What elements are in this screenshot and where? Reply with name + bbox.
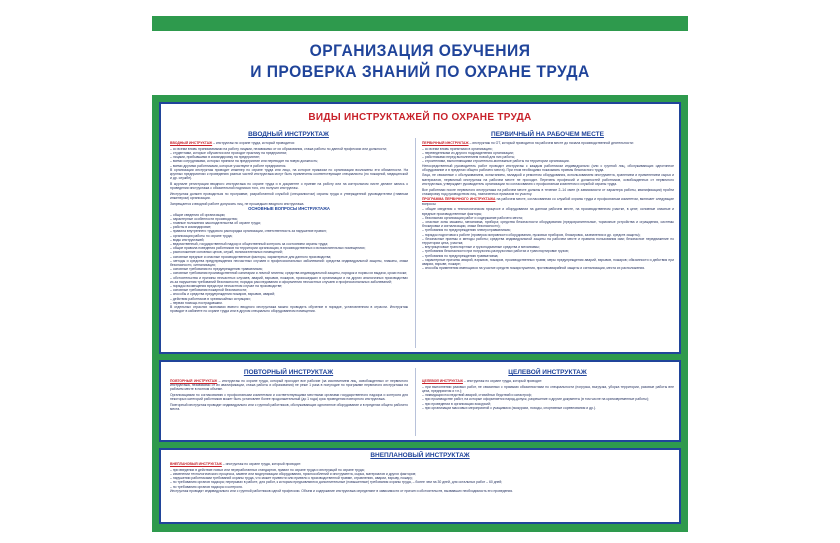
paragraph: Инструктаж проводят индивидуально или с группой работников одной профессии. Объем и содержание инструктажа определяют в зависимости от причин и обстоятельств, вызвавших необходимость его проведения. (170, 488, 514, 493)
intro-topics-list (170, 213, 408, 305)
list-item: – правила внутреннего трудового распорядка организации, ответственность за нарушение правил; (170, 229, 327, 234)
list-item: – безопасная организация работ и содержание рабочего места; (422, 215, 523, 220)
primary-body (422, 141, 674, 349)
target-list (422, 385, 674, 410)
list-item: – основные вредные и опасные производственные факторы, характерные для данного производства; (170, 254, 332, 259)
poster-title (173, 40, 666, 82)
list-item: – всеми сотрудниками, которых приняли на предприятие или переводят на новую должность; (170, 159, 319, 164)
list-item: – требования безопасности при погрузочно-разгрузочных работах и транспортировке грузов; (422, 249, 569, 254)
list-item: – со всеми вновь принятыми в организацию; (422, 146, 493, 151)
unscheduled-lead: ВНЕПЛАНОВЫЙ ИНСТРУКТАЖ (170, 462, 222, 466)
paragraph: Инструктаж должен проводиться по программе, разработанной службой (специалистом) охраны труда и утвержденной руководителем (главным инженером) организации. (170, 191, 408, 200)
list-item: – способы применения имеющихся на участке средств пожаротушения, противоаварийной защиты и сигнализации, места их расположения. (422, 266, 646, 271)
list-item: – главные положения законодательства об охране труда; (170, 220, 261, 225)
list-item: – основные требования по предупреждению травматизма; (170, 267, 263, 272)
list-item: – внутрицеховые транспортные и грузоподъемные средства и механизмы; (422, 245, 540, 250)
paragraph: В организации инструктаж проводит инженер по охране труда или лицо, на которое приказом по организации возложены эти обязанности. На крупных предприятиях к проведению разных частей инструктажа могут быть привлечены соответствующие специалисты (по пожарной, медицинской и др. службе). (170, 167, 408, 181)
list-item: – при организации массовых мероприятий с учащимися (экскурсии, походы, спортивные соревнования и др.). (422, 405, 597, 410)
list-item: – расположение основных цехов, служб, вспомогательных помещений; (170, 250, 283, 255)
title-line-2: И ПРОВЕРКА ЗНАНИЙ ПО ОХРАНЕ ТРУДА (250, 62, 590, 81)
list-item: – при производстве работ, на которые оформляется наряд-допуск, разрешение и другие документы (в том числе на кратковременные работы); (422, 397, 649, 402)
column-divider-2 (415, 368, 416, 436)
list-item: – обстоятельства и причины несчастных случаев, аварий, взрывов, пожаров, происшедших в организации и на других аналогичных производствах из-за нарушения требований безопасности; порядок расследования и оформления несчастных случаев и профессиональных заболеваний; (170, 275, 408, 284)
list-item: – первая помощь пострадавшим. (170, 300, 223, 305)
list-item: – работниками перед выполнением новой для них работы; (422, 155, 516, 160)
list-item: – нарушении работниками требований охраны труда, что может привести или привело к производственной травме, отравлению, аварии, взрыву, пожару; (170, 476, 413, 481)
intro-topics-heading: ОСНОВНЫЕ ВОПРОСЫ ИНСТРУКТАЖА (248, 206, 330, 212)
column-divider (415, 138, 416, 348)
list-item: – со всеми вновь принимаемыми на работу лицами, независимо от их образования, стажа работы по данной профессии или должности; (170, 146, 387, 151)
list-item: – безопасные приемы и методы работы; средства индивидуальной защиты на рабочем месте и правила пользования ими; безопасное передвижение по территории цеха, участка; (422, 236, 674, 245)
target-lead-rest: – инструктаж по охране труда, который проводят: (462, 379, 543, 383)
list-item: – ликвидации последствий аварий, стихийных бедствий и катастроф; (422, 393, 532, 398)
list-item: – общие правила поведения работников на территории организации, в производственных и вспомогательных помещениях; (170, 246, 366, 251)
primary-program-heading: ПРОГРАММА ПЕРВИЧНОГО ИНСТРУКТАЖА (422, 197, 496, 202)
intro-heading: ВВОДНЫЙ ИНСТРУКТАЖ (248, 131, 329, 138)
unscheduled-lead-rest: – инструктаж по охране труда, который проводят: (221, 462, 302, 466)
repeat-heading: ПОВТОРНЫЙ ИНСТРУКТАЖ (243, 369, 334, 376)
paragraph: Непосредственный руководитель работ проводит инструктаж с каждым работником индивидуально (или с группой лиц, обслуживающих однотипное оборудование и в пределах общего рабочего места). При этом необходимо показывать приемы безопасного труда. (422, 163, 674, 172)
list-item: – общие сведения о технологическом процессе и оборудовании на данном рабочем месте, на производственном участке, в цехе; основные опасные и вредные производственные факторы; (422, 207, 674, 216)
unscheduled-heading: ВНЕПЛАНОВЫЙ ИНСТРУКТАЖ (370, 452, 470, 459)
title-line-1: ОРГАНИЗАЦИЯ ОБУЧЕНИЯ (309, 41, 531, 60)
list-item: – общие сведения об организации; (170, 212, 226, 217)
list-item: – основные требования пожарной безопасности; (170, 288, 248, 293)
list-item: – организация работы по охране труда; (170, 233, 233, 238)
primary-lead: ПЕРВИЧНЫЙ ИНСТРУКТАЖ (422, 141, 469, 145)
intro-list (170, 147, 408, 168)
repeat-body (170, 379, 408, 437)
target-body (422, 379, 674, 437)
list-item: – порядок возмещения вреда при несчастном случае на производстве; (170, 284, 283, 288)
list-item: – студентами, которые обучаются или проходят практику на предприятии; (170, 150, 288, 155)
list-item: – по требованию органов надзора и контроля. (170, 484, 243, 489)
list-item: – действия работников в чрезвычайных ситуациях; (170, 296, 251, 301)
list-item: – ведомственный, государственный надзор и общественный контроль за состоянием охраны труда; (170, 241, 329, 246)
list-item: – по требованию органов надзора; перерывах в работе, для работ, к которым предъявляются дополнительные (повышенные) требования охраны труда, – более чем на 30 дней, для остальных работ – 60 дней; (170, 480, 503, 485)
list-item: – изменении технологического процесса, замене или модернизации оборудования, приспособлений и инструмента, сырья, материалов и других факторов; (170, 471, 417, 476)
main-heading: ВИДЫ ИНСТРУКТАЖЕЙ ПО ОХРАНЕ ТРУДА (308, 112, 532, 123)
list-item: – всеми другими работниками, которые участвуют в работе предприятия. (170, 163, 287, 168)
unscheduled-body (170, 462, 670, 520)
repeat-lead-rest: – инструктаж по охране труда, который проходят все рабочие (за исключением лиц, освобожденных от первичного инструктажа, независимо от их квалификации, стажа работы и образования) не реже 1 раза в полугодие по программе первичного инструктажа на рабочем месте в полном объеме. (170, 379, 408, 392)
list-item: – при выполнении разовых работ, не связанных с прямыми обязанностями по специальности (погрузка, выгрузка, уборка территории, разовые работы вне цеха, предприятия и т.п.); (422, 384, 674, 393)
list-item: – виды инструктажей; (170, 237, 205, 242)
list-item: – характерные особенности производства; (170, 216, 238, 221)
list-item: – опасные зоны машины, механизма, прибора; средства безопасности оборудования (предохранительные, тормозные устройства и ограждения, системы блокировки и сигнализации, знаки безопасности); (422, 219, 674, 229)
primary-topics-list (422, 207, 674, 270)
list-item: – переведенными из другого подразделения организации; (422, 150, 514, 155)
intro-lead-rest: – инструктаж по охране труда, который проводится: (212, 141, 295, 145)
list-item: – основные требования производственной санитарии и личной гигиены; средства индивидуальной защиты, порядок и нормы их выдачи, сроки носки; (170, 271, 408, 276)
primary-heading: ПЕРВИЧНЫЙ НА РАБОЧЕМ МЕСТЕ (491, 131, 604, 138)
list-item: – требования по предупреждению электротравматизма; (422, 228, 511, 233)
list-item: – методы и средства предупреждения несчастных случаев и профессиональных заболеваний: средства индивидуальной защиты, плакаты, знаки безопасности, сигнализация; (170, 258, 408, 267)
paragraph: Запрещается к вводной работе допускать лиц, не прошедших вводного инструктажа. (170, 201, 305, 206)
top-green-bar (152, 16, 688, 31)
paragraph: Все работники после первичного инструктажа на рабочем месте должны в течение 2–14 смен (в зависимости от характера работы, квалификации) пройти стажировку под руководством лиц, назначенных приказом по участку. (422, 187, 674, 196)
intro-lead: ВВОДНЫЙ ИНСТРУКТАЖ (170, 141, 213, 145)
paragraph: Повторный инструктаж проводят индивидуально или с группой работников, обслуживающих однотипное оборудование и в пределах общего рабочего места. (170, 403, 408, 412)
list-item: – порядок подготовки к работе (проверка исправности оборудования, пусковых приборов, блокировок, заземления и др. средств защиты); (422, 232, 641, 237)
list-item: – при введении в действие новых или переработанных стандартов, правил по охране труда и инструкций по охране труда; (170, 467, 365, 472)
paragraph: Лица, не связанные с обслуживанием, испытанием, наладкой и ремонтом оборудования, использованием инструмента, хранением и применением сырья и материалов, первичный инструктаж на рабочем месте не проходят. Перечень профессий и должностей работников, освобожденных от первичного инструктажа, утверждает руководитель организации по согласованию с профсоюзным комитетом и службой охраны труда. (422, 173, 674, 186)
primary-program-rest: на рабочем месте, согласованная со службой охраны труда и профсоюзным комитетом, включает следующие вопросы: (422, 197, 674, 206)
paragraph: Организациями по согласованию с профсоюзными комитетами и соответствующими местными органами государственного надзора и контроля для некоторых категорий работников может быть установлен более продолжительный (до 1 года) срок проведения повторного инструктажа. (170, 393, 408, 402)
target-heading: ЦЕЛЕВОЙ ИНСТРУКТАЖ (508, 369, 587, 376)
target-lead: ЦЕЛЕВОЙ ИНСТРУКТАЖ (422, 379, 463, 383)
repeat-lead: ПОВТОРНЫЙ ИНСТРУКТАЖ (170, 379, 218, 383)
paragraph: В отдельных отраслях экономики вместо вводного инструктажа можно проводить обучение в порядке, установленном в отрасли. Инструктаж проводят в кабинете по охране труда или в другом специально оборудованном помещении. (170, 305, 408, 314)
list-item: – при проведении в организации экскурсий; (422, 401, 491, 406)
list-item: – способы и средства предупреждения пожаров, взрывов, аварий; (170, 292, 276, 297)
list-item: – работы в командировке; (170, 225, 212, 230)
list-item: – характерные причины аварий, взрывов, пожаров, производственных травм; меры предупреждения аварий, взрывов, пожаров; обязанности и действия при аварии, взрыве, пожаре; (422, 257, 674, 266)
list-item: – требования по предупреждению травматизма; (422, 253, 499, 258)
list-item: – лицами, прибывшими в командировку на предприятие; (170, 155, 260, 160)
primary-list (422, 147, 674, 164)
primary-lead-rest: – инструктаж по ОТ, который проводится на рабочем месте до начала производственной деятельности: (468, 141, 634, 145)
unscheduled-list (170, 468, 670, 489)
paragraph: В журнале регистрации вводного инструктажа по охране труда и в документе о приеме на работу или на контрольном листе делают запись о проведении инструктажа с обязательной подписью того, кто получил инструктаж. (170, 181, 408, 191)
list-item: – строителями, выполняющими строительно-монтажные работы на территории организации. (422, 159, 570, 164)
intro-body (170, 141, 408, 349)
